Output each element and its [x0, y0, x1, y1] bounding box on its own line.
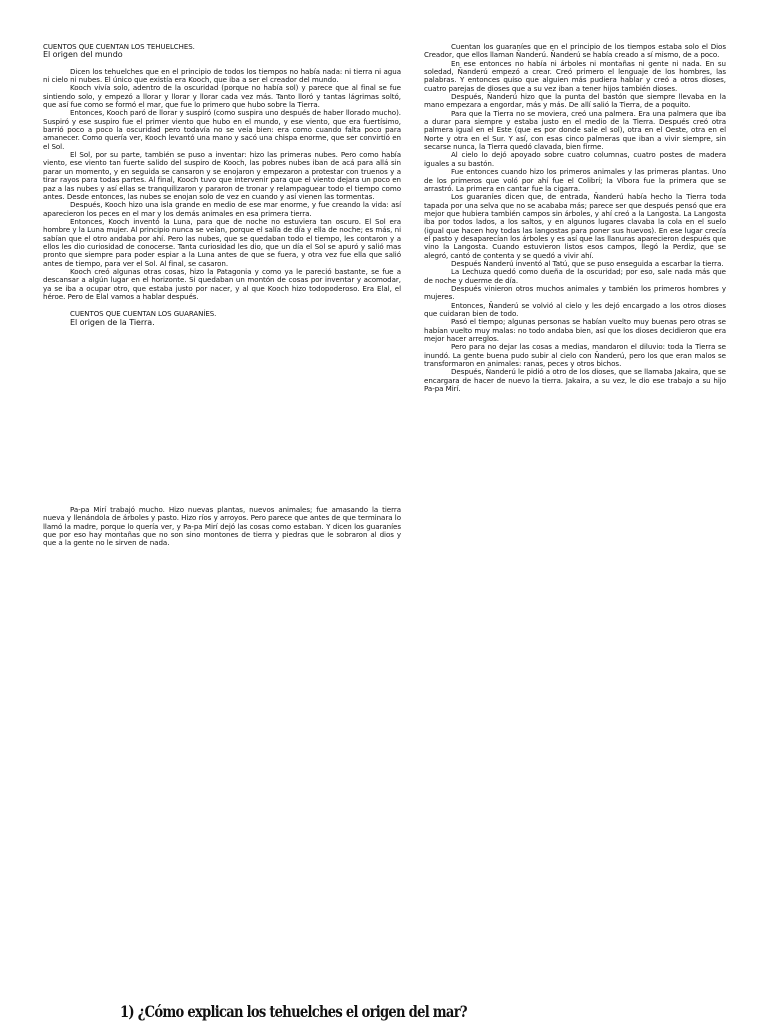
paragraph: Fue entonces cuando hizo los primeros animales y las primeras plantas. Uno de los primeros que voló por ahí fue el Colibrí; la Víbora fue la primera que se arrastró. La primera en cantar fue la cigarra. — [424, 167, 726, 193]
section2-subtitle: El origen de la Tierra. — [70, 317, 155, 327]
paragraph: Después, Ñanderú le pidió a otro de los dioses, que se llamaba Jakaira, que se encargara de hacer de nuevo la tierra. Jakaira, a su vez, le dio ese trabajo a su hijo Pa-pa Mirí. — [424, 367, 726, 394]
paragraph: Pasó el tiempo; algunas personas se habían vuelto muy buenas pero otras se habían vuelto muy malas: no todo andaba bien, así que los dioses decidieron que era mejor hacer arreglos. — [424, 317, 726, 344]
bottom-left-column — [43, 506, 401, 548]
paragraph: Entonces, Kooch inventó la Luna, para que de noche no estuviera tan oscuro. El Sol era hombre y la Luna mujer. Al principio nunca se veían, porque el salía de día y ella de noche; es más, ni sabían que el otro andaba por ahí. Pero las nubes, que se quedaban todo el tiempo, les contaron y a ellos les dio curiosidad de conocerse. Tanta curiosidad les dio, que un día el Sol se apuró y salió mas pronto que siempre para poder espiar a la Luna antes de que se fuera, y otra vez fue ella que salió antes de tiempo, para ver el Sol. Al final, se casaron. — [43, 216, 401, 268]
paragraph: Entonces, Ñanderú se volvió al cielo y les dejó encargado a los otros dioses que cuidaran bien de todo. — [424, 300, 726, 318]
paragraph: Para que la Tierra no se moviera, creó una palmera. Era una palmera que iba a durar para siempre y estaba justo en el medio de la Tierra. Después creó otra palmera igual en el Este (que es por donde sale el sol), otra en el Oeste, otra en el Norte y otra en el Sur. Y así, con esas cinco palmeras que iban a vivir siempre, sin secarse nunca, la Tierra quedó clavada, bien firme. — [424, 108, 726, 152]
paragraph: Después vinieron otros muchos animales y también los primeros hombres y mujeres. — [424, 283, 726, 302]
paragraph: Pero para no dejar las cosas a medias, mandaron el diluvio: toda la Tierra se inundó. La gente buena pudo subir al cielo con Ñanderú, pero los que eran malos se transformaron en animales: ranas, peces y otros bichos. — [424, 342, 726, 369]
paragraph: Kooch creó algunas otras cosas, hizo la Patagonia y como ya le pareció bastante, se fue a descansar a algún lugar en el horizonte. Si quedaban un montón de cosas por inventar y acomodar, ya se iba a ocupar otro, que estaba justo por nacer, y al que Kooch hizo todopoderoso. Era Elal, el héroe. Pero de Elal vamos a hablar después. — [43, 266, 401, 301]
right-column — [424, 43, 726, 393]
question-1: 1) ¿Cómo explican los tehuelches el origen del mar? — [120, 1002, 467, 1021]
paragraph: Al cielo lo dejó apoyado sobre cuatro columnas, cuatro postes de madera iguales a su bastón. — [424, 150, 726, 168]
paragraph: Después, Ñanderú hizo que la punta del bastón que siempre llevaba en la mano empezara a engordar, más y más. De allí salió la Tierra, de a poquito. — [424, 92, 726, 110]
paragraph: Después, Kooch hizo una isla grande en medio de ese mar enorme, y fue creando la vida: así aparecieron los peces en el mar y los demás animales en esa primera tierra. — [43, 200, 401, 218]
section1-subtitle: El origen del mundo — [43, 50, 123, 60]
paragraph: Kooch vivía solo, adentro de la oscuridad (porque no había sol) y parece que al final se fue sintiendo solo, y empezó a llorar y llorar y llorar cada vez más. Tanto lloró y tantas lágrimas soltó, que así fue como se formó el mar, que fue lo primero que hubo sobre la Tierra. — [43, 83, 401, 110]
left-column — [43, 43, 401, 335]
paragraph: Cuentan los guaraníes que en el principio de los tiempos estaba solo el Dios Creador, que ellos llaman Ñanderú. Ñanderú se había creado a sí mismo, de a poco. — [424, 42, 726, 60]
paragraph: Después Ñanderú inventó al Tatú, que se puso enseguida a escarbar la tierra. — [451, 258, 724, 268]
paragraph: Pa-pa Mirí trabajó mucho. Hizo nuevas plantas, nuevos animales; fue amasando la tierra nueva y llenándola de árboles y pasto. Hizo ríos y arroyos. Pero parece que antes de que terminara lo llamó la madre, porque lo quería ver, y Pa-pa Mirí dejó las cosas como estaban. Y dicen los guaraníes que por eso hay montañas que no son sino montones de tierra y piedras que le sobraron al dios y que a la gente no le sirven de nada. — [43, 505, 401, 548]
paragraph: La Lechuza quedó como dueña de la oscuridad; por eso, sale nada más que de noche y duerme de día. — [424, 267, 726, 285]
section2-title: CUENTOS QUE CUENTAN LOS GUARANÍES. — [70, 310, 217, 319]
paragraph: Los guaraníes dicen que, de entrada, Ñanderú había hecho la Tierra toda tapada por una selva que no se acababa más; parece ser que después pensó que era mejor que hubiera también campos sin árboles, y ahí creó a la Langosta. La Langosta iba por todos lados, a los saltos, y en algunos lugares clavaba la cola en el suelo (igual que hacen hoy todas las langostas para poner sus huevos). En ese lugar crecía el pasto y desaparecían los árboles y es así que las llanuras aparecieron después que vino la Langosta. Cuando estuvieron listos esos campos, llegó la Perdiz, que se alegró, cantó de contenta y se quedó a vivir ahí. — [424, 192, 726, 260]
paragraph: El Sol, por su parte, también se puso a inventar: hizo las primeras nubes. Pero como había viento, ese viento tan fuerte salido del suspiro de Kooch, las pobres nubes iban de acá para allá sin parar un momento, y en seguida se cansaron y se enojaron y empezaron a protestar con truenos y a tirar rayos para todas partes. Al final, Kooch tuvo que intervenir para que el viento dejara un poco en paz a las nubes y así ellas se tranquilizaron y pararon de tronar y relampaguear todo el tiempo como antes. Desde entonces, las nubes se enojan solo de vez en cuando y así vienen las tormentas. — [43, 150, 401, 201]
section1-title: CUENTOS QUE CUENTAN LOS TEHUELCHES. — [43, 43, 195, 51]
paragraph: Entonces, Kooch paró de llorar y suspiró (como suspira uno después de haber llorado mucho). Suspiró y ese suspiro fue el primer viento que hubo en el mundo, y ese viento, que era fuertísimo, barrió poco a poco la oscuridad pero todavía no se veía bien: era como cuando falta poco para amanecer. Como quería ver, Kooch levantó una mano y sacó una chispa enorme, que ser convirtió en el Sol. — [43, 108, 401, 151]
paragraph: En ese entonces no había ni árboles ni montañas ni gente ni nada. En su soledad, Ñanderú empezó a crear. Creó primero el lenguaje de los hombres, las palabras. Y entonces quiso que alguien más pudiera hablar y creó a otros dioses, cuatro parejas de dioses que a su vez iban a tener hijos también dioses. — [424, 58, 726, 93]
paragraph: Dicen los tehuelches que en el principio de todos los tiempos no había nada: ni tierra ni agua ni cielo ni nubes. El único que existía era Kooch, que iba a ser el creador del mundo. — [43, 66, 401, 85]
